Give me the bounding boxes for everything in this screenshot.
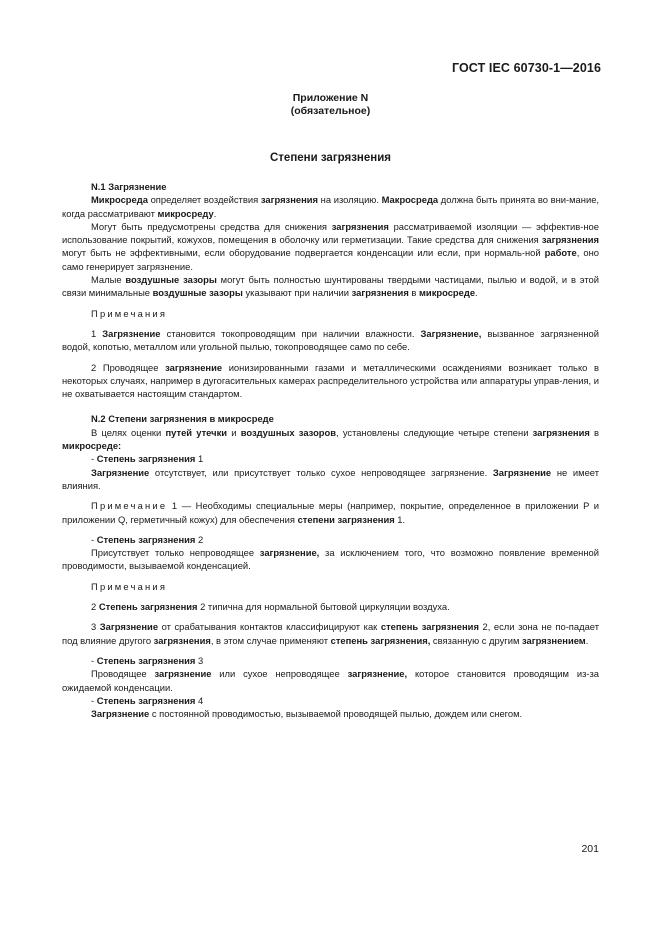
degree-4-title: - Степень загрязнения 4 [91, 694, 204, 706]
notes-label: Примечания [91, 580, 168, 592]
document-body [62, 180, 599, 720]
paragraph: Микросреда определяет воздействия загрязнения на изоляцию. Макросреда должна быть принята во вни-мание, когда рассматривают микросреду. [62, 194, 600, 219]
note: 3 Загрязнение от срабатывания контактов классифицируют как степень загрязнения 2, если зона не по-падает под влияние другого загрязнения, в этом случае применяют степень загрязнения, связанную с другим загрязнением. [62, 621, 599, 646]
notes-label: Примечания [91, 307, 168, 319]
section-title: Степени загрязнения [269, 152, 391, 164]
note: Примечание 1 — Необходимы специальные меры (например, покрытие, определенное в приложении P и приложении Q, герметичный кожух) для обеспечения степени загрязнения 1. [62, 500, 599, 525]
heading-n1: N.1 Загрязнение [91, 181, 167, 192]
degree-2-text: Присутствует только непроводящее загрязнение, за исключением того, что возможно появление временной проводимости, вызываемой конденсацией. [62, 547, 599, 572]
heading-n2: N.2 Степени загрязнения в микросреде [91, 413, 274, 425]
paragraph: Могут быть предусмотрены средства для снижения загрязнения рассматриваемой изоляции — эффектив-ное использование покрытий, кожухов, помещения в оболочку или герметизации. Такие средства для снижения загрязнения могут быть не эффективными, если оборудование подвергается конденсации или если, при нормаль-ной работе, оно само генерирует загрязнение. [62, 220, 599, 272]
appendix-title: Приложение N [292, 92, 369, 104]
standard-number: ГОСТ IEC 60730-1—2016 [451, 61, 601, 75]
note: 1 Загрязнение становится токопроводящим при наличии влажности. Загрязнение, вызванное загрязненной водой, копотью, металлом или угольной пылью, токопроводящее само по себе. [62, 327, 599, 353]
note: 2 Проводящее загрязнение ионизированными газами и металлическими осаждениями возникает только в некоторых случаях, например в дугогасительных камерах распределительного устройства или аппаратуры управ-ления, и не охватывается настоящим стандартом. [62, 361, 599, 400]
page-number: 201 [581, 843, 599, 855]
paragraph: В целях оценки путей утечки и воздушных зазоров, установлены следующие четыре степени загрязнения в микросреде: [62, 426, 599, 452]
degree-3-text: Проводящее загрязнение или сухое непроводящее загрязнение, которое становится проводящим из-за ожидаемой конденсации. [62, 668, 599, 693]
degree-1-text: Загрязнение отсутствует, или присутствует только сухое непроводящее загрязнение. Загрязнение не имеет влияния. [62, 466, 599, 491]
degree-4-text: Загрязнение с постоянной проводимостью, вызываемой проводящей пылью, дождем или снегом. [91, 708, 523, 720]
degree-2-title: - Степень загрязнения 2 [91, 533, 204, 545]
paragraph: Малые воздушные зазоры могут быть полностью шунтированы твердыми частицами, пылью и водой, и в этой связи минимальные воздушные зазоры указывают при наличии загрязнения в микросреде. [62, 274, 599, 299]
degree-1-title: - Степень загрязнения 1 [91, 453, 204, 465]
appendix-subtitle: (обязательное) [290, 105, 371, 117]
degree-3-title: - Степень загрязнения 3 [91, 654, 204, 666]
note: 2 Степень загрязнения 2 типична для нормальной бытовой циркуляции воздуха. [91, 601, 450, 613]
